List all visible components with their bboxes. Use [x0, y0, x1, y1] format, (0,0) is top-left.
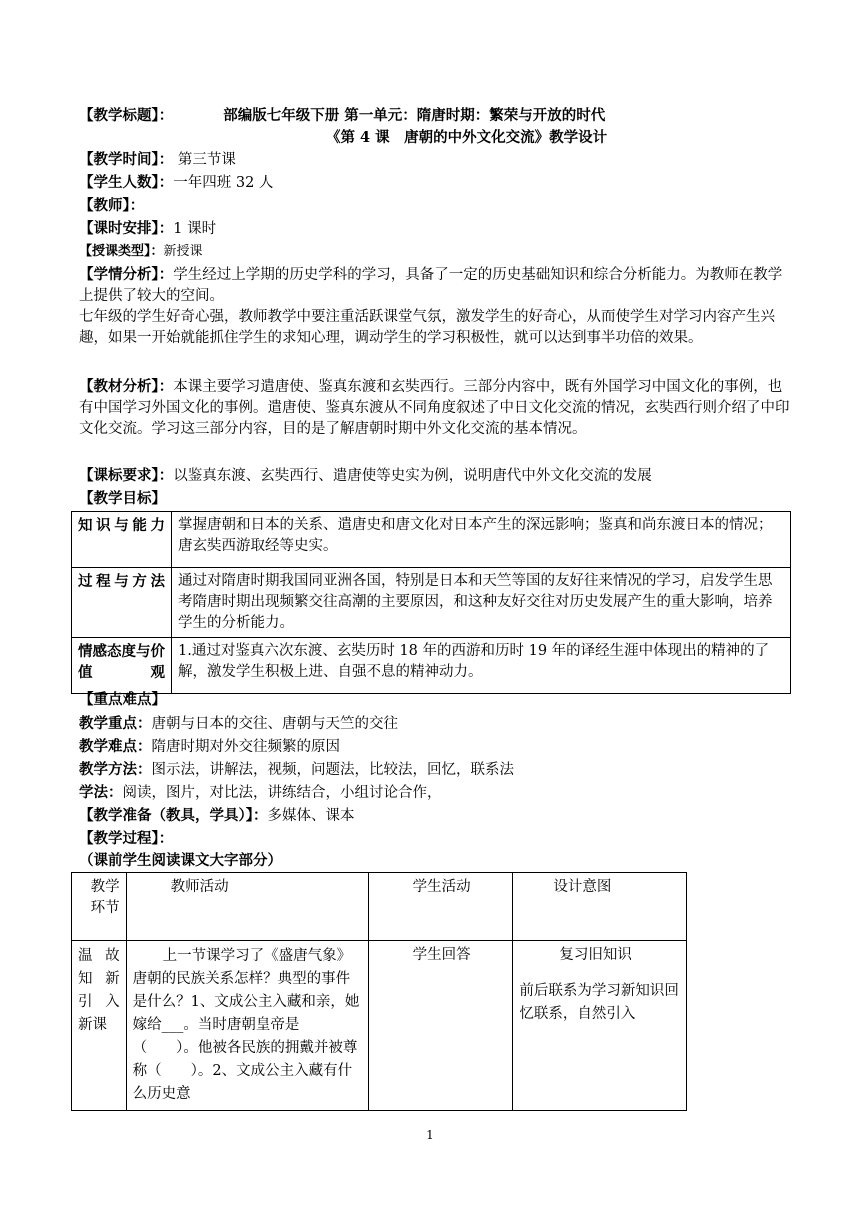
teacher-row — [79, 196, 144, 216]
student-cell: 学生回答 — [368, 941, 513, 1111]
title-line2: 《第 4 课 唐朝的中外文化交流》教学设计 — [326, 129, 608, 146]
time-value: 第三节课 — [177, 152, 236, 168]
title-label: 【教学标题】： — [79, 107, 174, 124]
learner-analysis — [79, 264, 791, 349]
key-point-label: 教学重点： — [79, 715, 152, 732]
method-row — [79, 760, 514, 780]
preclass-note: （课前学生阅读课文大字部分） — [79, 852, 282, 869]
method-label: 教学方法： — [79, 761, 152, 778]
material-analysis — [79, 376, 791, 440]
prep-label: 【教学准备（教具，学具）】： — [79, 807, 268, 824]
header-intent: 设计意图 — [513, 873, 687, 941]
key-heading: 【重点难点】 — [79, 691, 166, 708]
difficulty-row — [79, 737, 340, 757]
goal-text: 1.通过对鉴真六次东渡、玄奘历时 18 年的西游和历时 19 年的译经生涯中体现出的精神的了解，激发学生积极上进、自强不息的精神动力。 — [172, 638, 791, 694]
goal-row — [72, 638, 791, 694]
stage-cell: 温故知新 引入新课 — [72, 941, 127, 1111]
prep-row — [79, 806, 355, 826]
intent-line1: 复习旧知识 — [559, 947, 632, 963]
learner-analysis-text2: 七年级的学生好奇心强，教师教学中要注重活跃课堂气氛，激发学生的好奇心，从而使学生对学习内容产生兴趣，如果一开始就能抓住学生的求知心理，调动学生的学习积极性，就可以达到事半功倍的效果。 — [79, 309, 775, 346]
process-header-row — [72, 873, 687, 941]
header-teacher: 教师活动 — [126, 873, 368, 941]
goals-heading: 【教学目标】 — [79, 490, 166, 507]
time-row — [79, 150, 236, 170]
title-line1: 部编版七年级下册 第一单元：隋唐时期：繁荣与开放的时代 — [223, 107, 606, 124]
key-point-row — [79, 714, 398, 734]
page-number: 1 — [426, 1128, 434, 1142]
students-label: 【学生人数】： — [79, 174, 174, 191]
difficulty-label: 教学难点： — [79, 738, 152, 755]
goal-text: 通过对隋唐时期我国同亚洲各国，特别是日本和天竺等国的友好往来情况的学习，启发学生思考隋唐时期出现频繁交往高潮的主要原因，和这种友好交往对历史发展产生的重大影响，培养学生的分析能力。 — [172, 568, 791, 638]
hours-row — [79, 219, 216, 239]
title-row — [79, 106, 605, 126]
goal-head: 知识与能力 — [72, 512, 172, 568]
method-value: 图示法，讲解法，视频，问题法，比较法，回忆，联系法 — [151, 762, 514, 778]
header-stage: 教学环节 — [72, 873, 127, 941]
teacher-label: 【教师】： — [79, 197, 145, 214]
material-analysis-label: 【教材分析】： — [79, 378, 174, 395]
lesson-type-row — [79, 242, 203, 262]
hours-value: 1 课时 — [173, 221, 217, 237]
header-student: 学生活动 — [368, 873, 513, 941]
key-point-value: 唐朝与日本的交往、唐朝与天竺的交往 — [151, 716, 398, 732]
curriculum-value: 以鉴真东渡、玄奘西行、遣唐使等史实为例，说明唐代中外文化交流的发展 — [173, 468, 652, 484]
curriculum-row — [79, 466, 652, 486]
process-row — [72, 941, 687, 1111]
goal-text: 掌握唐朝和日本的关系、遣唐史和唐文化对日本产生的深远影响；鉴真和尚东渡日本的情况；唐玄奘西游取经等史实。 — [172, 512, 791, 568]
goal-head: 过程与方法 — [72, 568, 172, 638]
study-value: 阅读，图片，对比法，讲练结合，小组讨论合作， — [122, 785, 442, 801]
students-value: 一年四班 32 人 — [173, 175, 274, 191]
goal-head: 情感态度与价值观 — [72, 638, 172, 694]
study-row — [79, 783, 442, 803]
prep-value: 多媒体、课本 — [267, 808, 355, 824]
process-table — [71, 872, 687, 1111]
difficulty-value: 隋唐时期对外交往频繁的原因 — [151, 739, 340, 755]
material-analysis-text: 本课主要学习遣唐使、鉴真东渡和玄奘西行。三部分内容中，既有外国学习中国文化的事例，也有中国学习外国文化的事例。遣唐使、鉴真东渡从不同角度叙述了中日文化交流的情况，玄奘西行则介绍了中印文化交流。学习这三部分内容，目的是了解唐朝时期中外文化交流的基本情况。 — [79, 379, 790, 437]
study-label: 学法： — [79, 784, 123, 801]
process-heading: 【教学过程】： — [79, 830, 174, 847]
hours-label: 【课时安排】： — [79, 220, 174, 237]
learner-analysis-text: 学生经过上学期的历史学科的学习，具备了一定的历史基础知识和综合分析能力。为教师在教学上提供了较大的空间。 — [79, 267, 783, 304]
students-row — [79, 173, 273, 193]
curriculum-label: 【课标要求】： — [79, 467, 174, 484]
goal-row — [72, 512, 791, 568]
time-label: 【教学时间】： — [79, 151, 174, 168]
teacher-cell: 上一节课学习了《盛唐气象》唐朝的民族关系怎样？典型的事件是什么？1、文成公主入藏和亲，她嫁给___。当时唐朝皇帝是（ ）。他被各民族的拥戴并被尊称（ ）。2、文成公主入藏有什么历史意 — [126, 941, 368, 1111]
intent-line2: 前后联系为学习新知识回忆联系，自然引入 — [519, 983, 679, 1022]
lesson-type-value: 新授课 — [163, 244, 203, 259]
learner-analysis-label: 【学情分析】： — [79, 266, 174, 283]
goals-table — [71, 511, 791, 694]
intent-cell — [513, 941, 687, 1111]
lesson-type-label: 【授课类型】： — [79, 244, 164, 259]
goal-row — [72, 568, 791, 638]
